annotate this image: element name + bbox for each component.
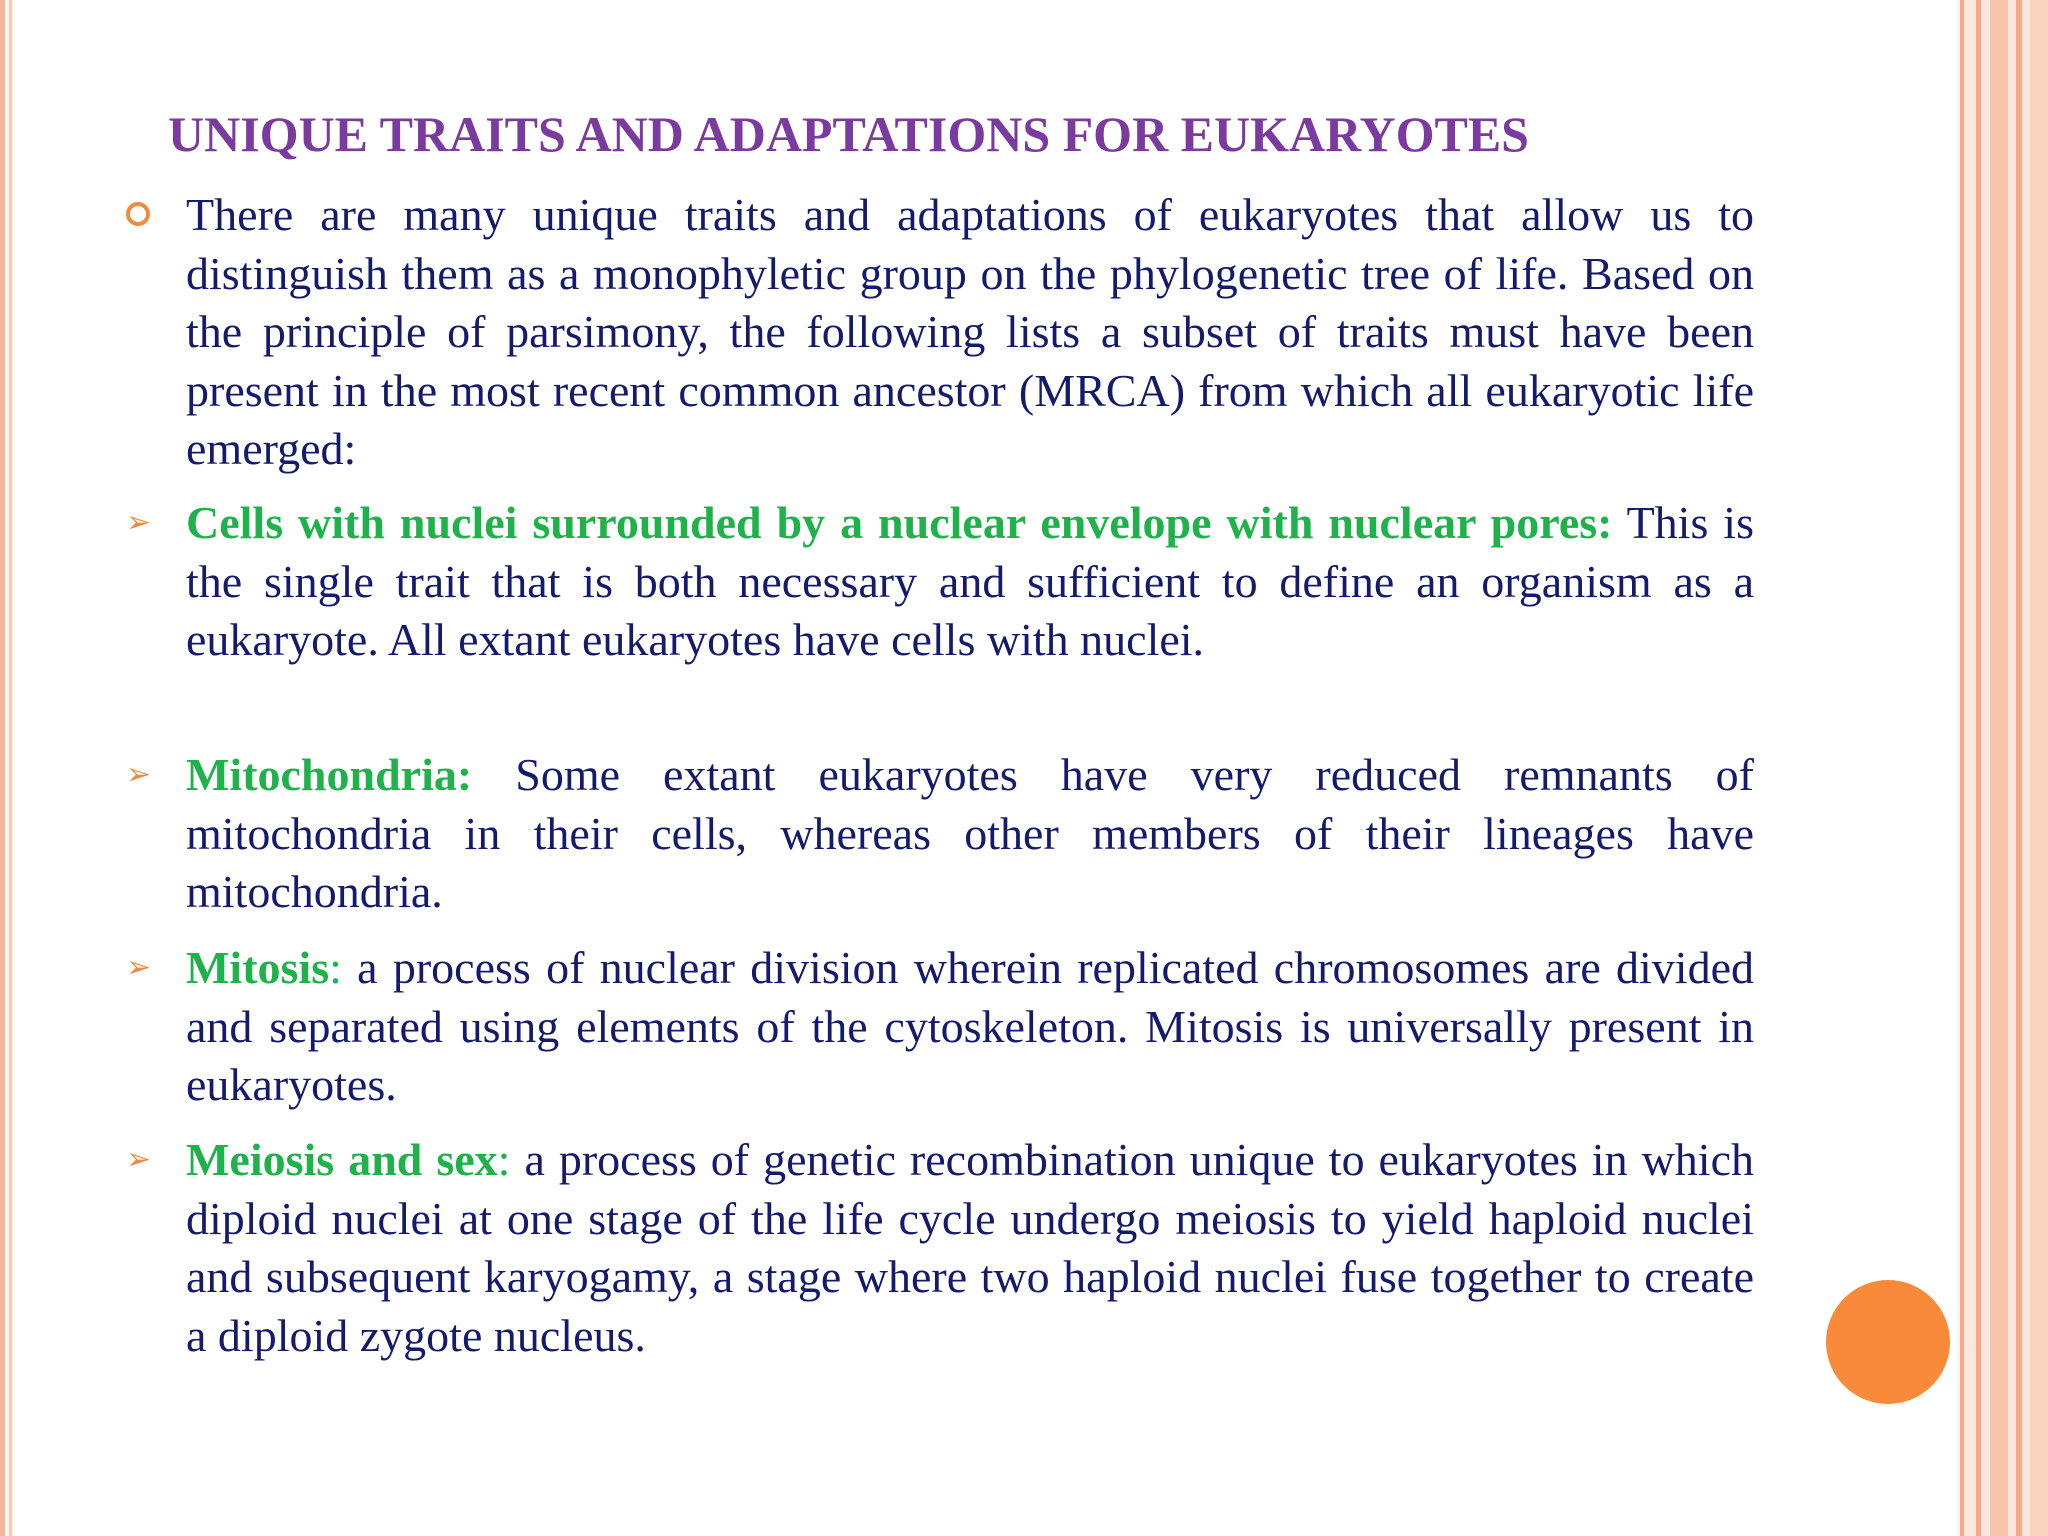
list-item xyxy=(126,494,1754,670)
arrowhead-bullet-icon: ➢ xyxy=(126,950,152,985)
right-border-stripe xyxy=(1990,0,2008,1536)
arrowhead-bullet-icon: ➢ xyxy=(126,1142,152,1177)
slide-title: UNIQUE TRAITS AND ADAPTATIONS FOR EUKARYOTES xyxy=(168,106,1529,162)
right-border-stripe xyxy=(2030,0,2048,1536)
list-item xyxy=(126,939,1754,1115)
item-term: Mitochondria: xyxy=(186,749,473,800)
item-term: Meiosis and sex xyxy=(186,1134,498,1185)
item-term: Mitosis xyxy=(186,942,330,993)
right-border-stripe xyxy=(2016,0,2022,1536)
item-description: a process of genetic recombination unique to eukaryotes in which diploid nuclei at one stage of the life cycle undergo meiosis to yield haploid nuclei and subsequent karyogamy, a stage where two haploid nuclei fuse together to create a diploid zygote nucleus. xyxy=(186,1134,1754,1361)
right-border-stripe xyxy=(1976,0,1981,1536)
item-description: a process of nuclear division wherein replicated chromosomes are divided and separated using elements of the cytoskeleton. Mitosis is universally present in eukaryotes. xyxy=(186,942,1754,1110)
item-separator: : xyxy=(329,942,342,993)
left-border-stripe-inner xyxy=(9,0,12,1536)
item-description: Some extant eukaryotes have very reduced remnants of mitochondria in their cells, whereas other members of their lineages have mitochondria. xyxy=(186,749,1754,917)
item-description: This is the single trait that is both necessary and sufficient to define an organism as a eukaryote. All extant eukaryotes have cells with nuclei. xyxy=(186,497,1754,665)
list-item xyxy=(126,746,1754,922)
right-border-stripe xyxy=(1960,0,1964,1536)
item-term: Cells with nuclei surrounded by a nuclear envelope with nuclear pores: xyxy=(186,497,1613,548)
left-border-stripe xyxy=(0,0,5,1536)
item-separator: : xyxy=(497,1134,511,1185)
ring-bullet-icon xyxy=(126,202,150,226)
decorative-circle xyxy=(1826,1280,1950,1404)
arrowhead-bullet-icon: ➢ xyxy=(126,757,152,792)
arrowhead-bullet-icon: ➢ xyxy=(126,505,152,540)
intro-text: There are many unique traits and adaptations of eukaryotes that allow us to distinguish them as a monophyletic group on the phylogenetic tree of life. Based on the principle of parsimony, the following lists a subset of traits must have been present in the most recent common ancestor (MRCA) from which all eukaryotic life emerged: xyxy=(186,189,1754,474)
list-item xyxy=(126,1131,1754,1365)
intro-paragraph xyxy=(186,186,1754,479)
